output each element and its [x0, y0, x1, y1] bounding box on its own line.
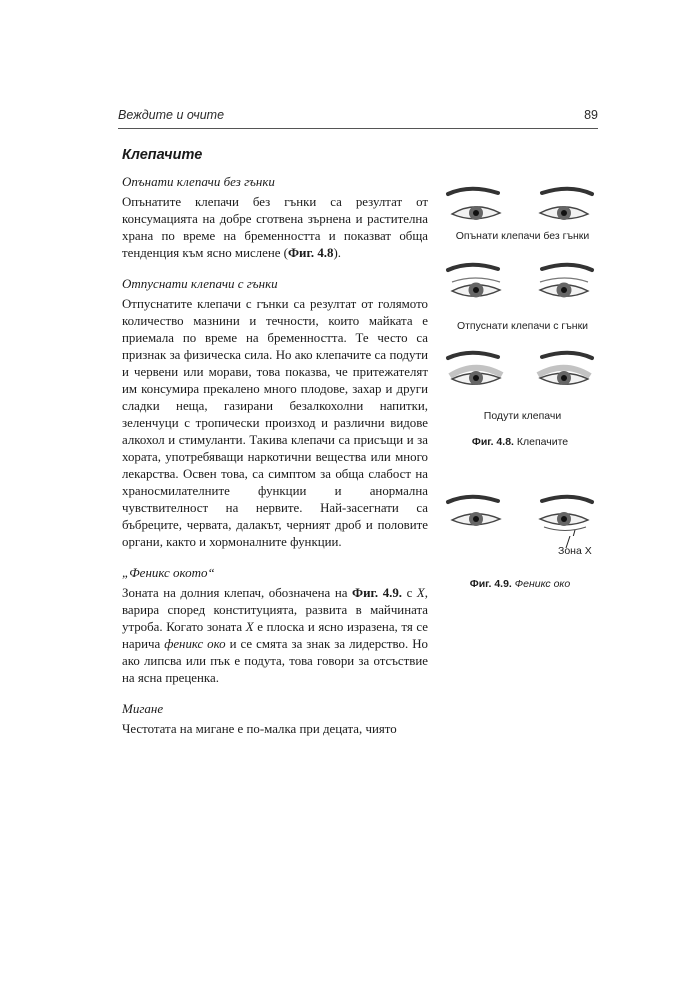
figure-4-9-caption	[440, 578, 600, 590]
subheading-blinking: Мигане	[122, 701, 164, 716]
eyes-loose-illustration	[440, 258, 600, 304]
text: Зоната на долния клепач, обозначена на	[122, 586, 353, 600]
eyes-taut-illustration	[440, 180, 600, 226]
text: е плоска и ясно изразена, тя се нарича	[122, 620, 429, 651]
text: ).	[333, 246, 341, 260]
page-number: 89	[584, 108, 598, 122]
text: Опънатите клепачи без гънки са резултат от консумацията на добре сготвена зърнена и растителна храна по време на бременността и показват обща тенденция към ясно мислене (	[122, 195, 428, 260]
subheading-phoenix-eye: „Феникс окото“	[122, 565, 215, 580]
zone-x: X	[245, 620, 254, 634]
subheading-loose-eyelids: Отпуснати клепачи с гънки	[122, 276, 278, 291]
eyes-phoenix-illustration	[440, 490, 600, 536]
main-text-column	[122, 146, 428, 751]
text: с	[402, 586, 417, 600]
header-rule	[118, 128, 598, 129]
paragraph-blinking: Честотата на мигане е по-малка при децата, чиято	[122, 722, 397, 736]
paragraph-phoenix-eye	[122, 585, 428, 687]
figure-title: Феникс око	[514, 578, 571, 590]
running-head-title: Веждите и очите	[118, 108, 225, 122]
figure-ref: Фиг. 4.9.	[352, 586, 403, 600]
caption-swollen: Подути клепачи	[483, 410, 562, 422]
caption-taut: Опънати клепачи без гънки	[455, 230, 590, 242]
subheading-taut-eyelids: Опънати клепачи без гънки	[122, 174, 275, 189]
paragraph-loose-eyelids: Отпуснатите клепачи с гънки са резултат от голямото количество мазнини и течности, които майката е приемала по време на бременността. Те често са признак за физическа сила. Но ако клепачите са подути и червени или морави, това показва, че притежателят им консумира прекалено много плодове, захар и други сладки неща, газирани безалкохолни напитки, зеленчуци с тропически произход и различни видове алкохол и стимуланти. Такива клепачи са присъщи и за хората, употребяващи наркотични вещества или много лекарства. Освен това, са симптом за обща слабост на храносмилателните функции и анормална чувствителност на нервите. Най-засегнати са бъбреците, червата, далакът, черният дроб и половите органи, както и хормоналните функции.	[122, 297, 428, 549]
paragraph-taut-eyelids	[122, 194, 428, 262]
term-phoenix-eye: феникс око	[164, 637, 226, 651]
eyes-swollen-illustration	[440, 348, 600, 394]
text: и се смята за знак за лидерство. Но ако липсва или пък е подута, това говори за отсъствие на ясна преценка.	[122, 637, 428, 685]
caption-loose: Отпуснати клепачи с гънки	[456, 320, 589, 332]
figure-title: Клепачите	[516, 436, 569, 448]
zone-x: X	[416, 586, 425, 600]
section-title: Клепачите	[122, 147, 203, 163]
figure-label: Фиг. 4.9.	[469, 578, 512, 590]
text: , варира според конституцията, развита в майчината утроба. Когато зоната	[122, 586, 429, 634]
figure-4-8-caption	[440, 436, 600, 448]
zone-x-label: Зона Х	[558, 545, 592, 557]
figure-label: Фиг. 4.8.	[471, 436, 514, 448]
figure-ref: Фиг. 4.8	[287, 246, 334, 260]
